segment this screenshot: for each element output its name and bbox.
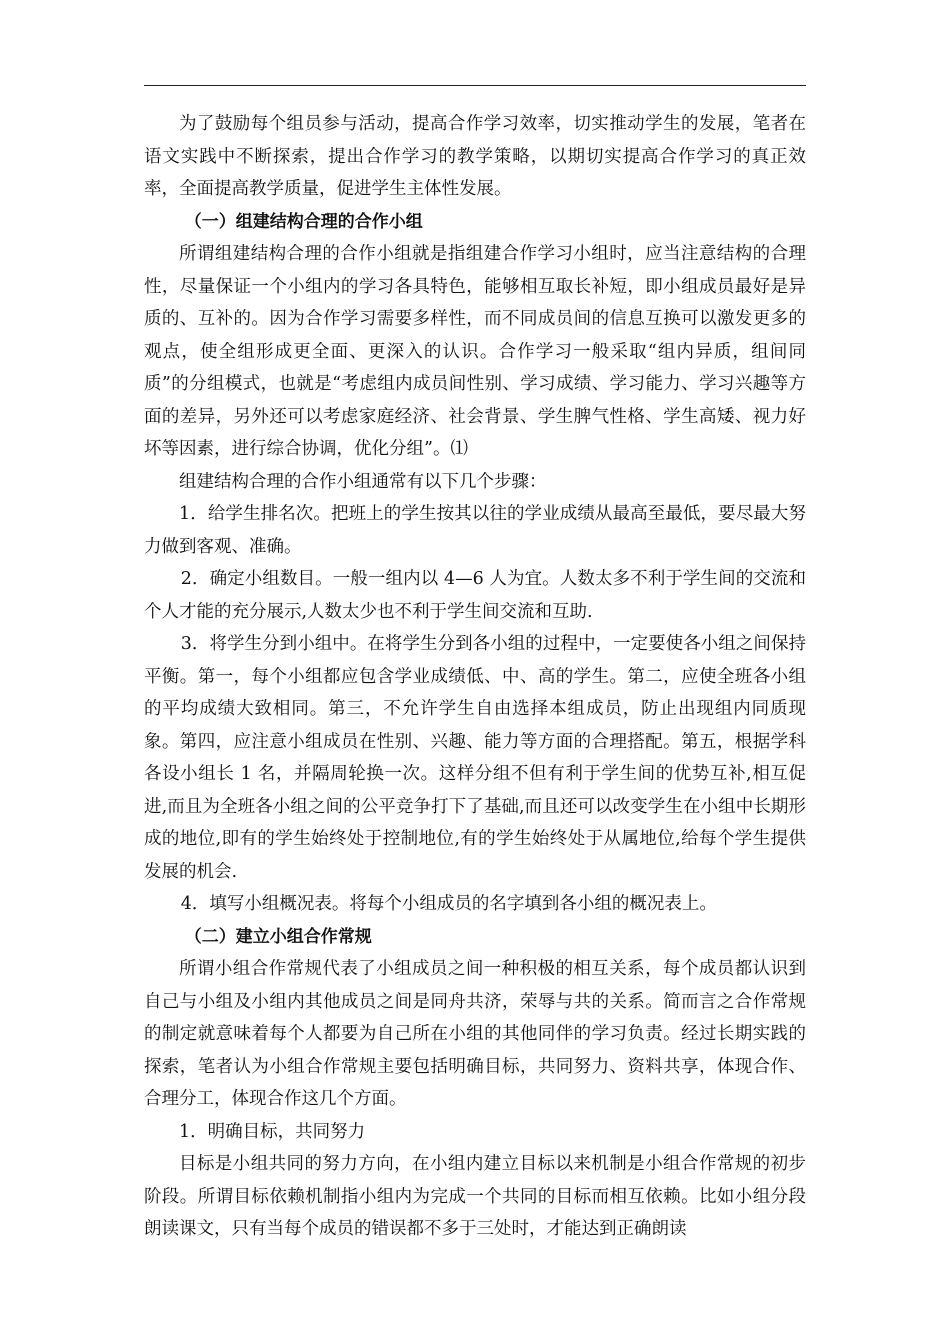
section-heading-2: （二）建立小组合作常规	[184, 926, 372, 947]
section1-paragraph-1: 所谓组建结构合理的合作小组就是指组建合作学习小组时，应当注意结构的合理性，尽量保证一个小组内的学习各具特色，能够相互取长补短，即小组成员最好是异质的、互补的。因为合作学习需要多样性，而不同成员间的信息互换可以激发更多的观点，使全组形成更全面、更深入的认识。合作学习一般采取“组内异质，组间同质”的分组模式，也就是“考虑组内成员间性别、学习成绩、学习能力、学习兴趣等方面的差异，另外还可以考虑家庭经济、社会背景、学生脾气性格、学生高矮、视力好坏等因素，进行综合协调，优化分组”。⑴	[144, 244, 806, 459]
section2-paragraph-1: 所谓小组合作常规代表了小组成员之间一种积极的相互关系，每个成员都认识到自己与小组及小组内其他成员之间是同舟共济，荣辱与共的关系。简而言之合作常规的制定就意味着每个人都要为自己所在小组的其他同伴的学习负责。经过长期实践的探索，笔者认为小组合作常规主要包括明确目标，共同努力、资料共享，体现合作、合理分工，体现合作这几个方面。	[144, 959, 806, 1109]
step-3: 3．将学生分到小组中。在将学生分到各小组的过程中，一定要使各小组之间保持平衡。第一，每个小组都应包含学业成绩低、中、高的学生。第二，应使全班各小组的平均成绩大致相同。第三，不允许学生自由选择本组成员，防止出现组内同质现象。第四，应注意小组成员在性别、兴趣、能力等方面的合理搭配。第五，根据学科各设小组长 1 名，并隔周轮换一次。这样分组不但有利于学生间的优势互补,相互促进,而且为全班各小组之间的公平竞争打下了基础,而且还可以改变学生在小组中长期形成的地位,即有的学生始终处于控制地位,有的学生始终处于从属地位,给每个学生提供发展的机会.	[144, 634, 806, 882]
section1-paragraph-2: 组建结构合理的合作小组通常有以下几个步骤：	[179, 471, 547, 492]
step-2: 2．确定小组数目。一般一组内以 4—6 人为宜。人数太多不利于学生间的交流和个人才能的充分展示,人数太少也不利于学生间交流和互助.	[144, 569, 806, 622]
section2-paragraph-2: 目标是小组共同的努力方向，在小组内建立目标以来机制是小组合作常规的初步阶段。所谓目标依赖机制指小组内为完成一个共同的目标而相互依赖。比如小组分段朗读课文，只有当每个成员的错误都不多于三处时，才能达到正确朗读	[144, 1154, 806, 1239]
header-rule	[144, 85, 806, 86]
intro-paragraph: 为了鼓励每个组员参与活动，提高合作学习效率，切实推动学生的发展，笔者在语文实践中不断探索，提出合作学习的教学策略，以期切实提高合作学习的真正效率，全面提高教学质量，促进学生主体性发展。	[144, 114, 806, 199]
step-4: 4．填写小组概况表。将每个小组成员的名字填到各小组的概况表上。	[180, 894, 717, 914]
section-heading-1: （一）组建结构合理的合作小组	[184, 211, 423, 232]
document-body	[144, 108, 806, 1246]
subheading-1: 1．明确目标，共同努力	[179, 1121, 366, 1142]
step-1: 1．给学生排名次。把班上的学生按其以往的学业成绩从最高至最低，要尽最大努力做到客观、准确。	[144, 504, 806, 557]
